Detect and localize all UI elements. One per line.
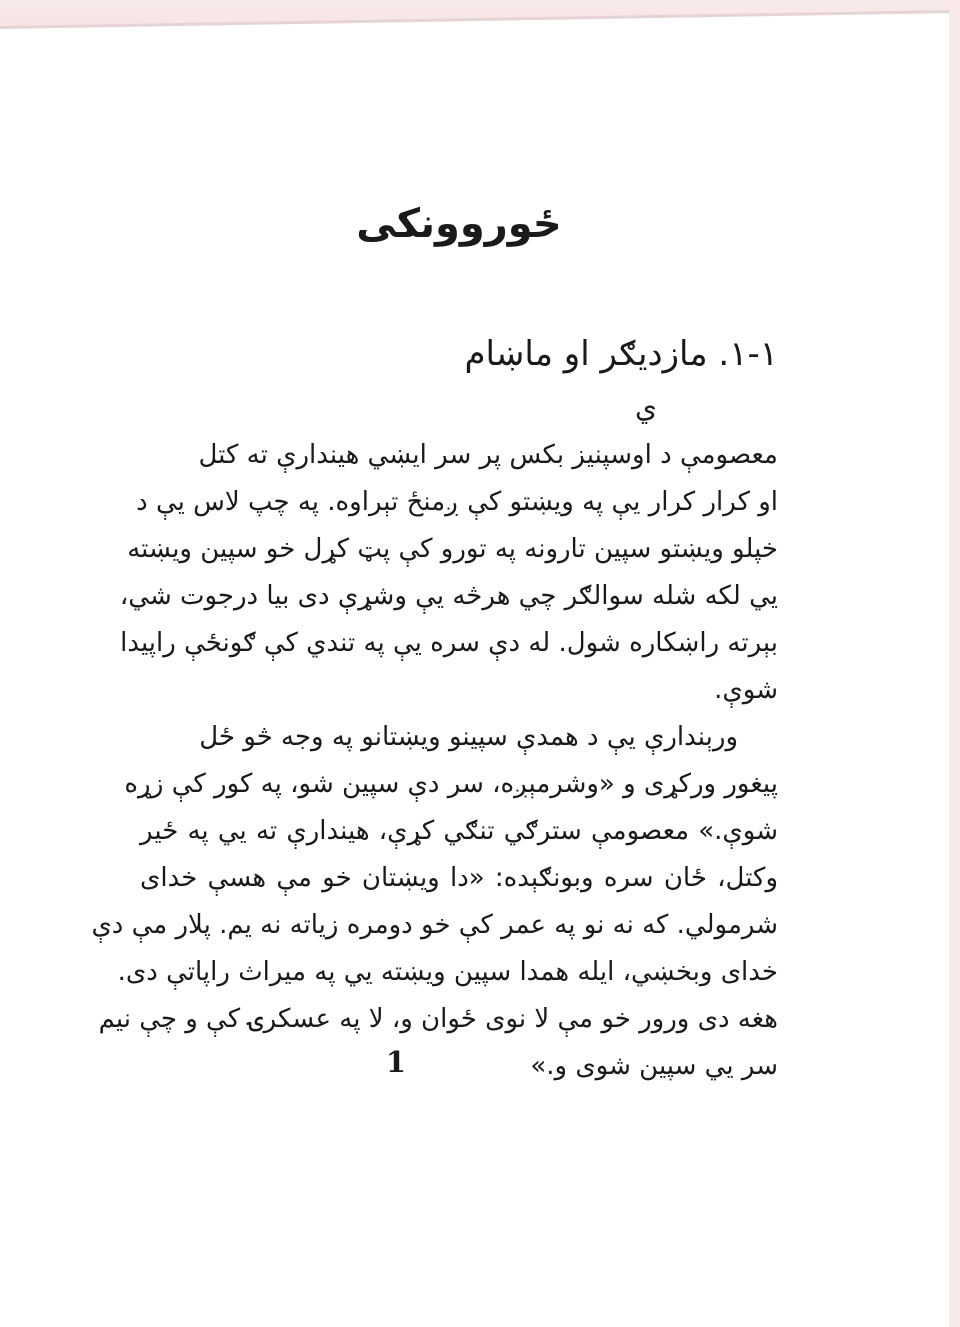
body-line: يي لكه شله سوالګر چي هرڅه يې وشړې دى بيا درجوت شي، — [119, 581, 778, 611]
body-line: شوې. — [714, 675, 778, 705]
body-line: معصومې د اوسپنيز بكس پر سر ايښي هيندارې ته كتل — [198, 440, 778, 470]
body-line: هغه دى ورور خو مې لا نوى ځوان و، لا په عسكرۍ كې و چې نيم — [98, 1004, 778, 1034]
body-line: بېرته راښكاره شول. له دې سره يې په تندي كې ګونځې راپيدا — [120, 628, 778, 658]
body-line: خپلو ويښتو سپين تارونه په تورو كې پټ كړل خو سپين ويښته — [127, 534, 778, 564]
body-line: او كرار كرار يې په ويښتو كې ږمنځ تېراوه. په چپ لاس يې د — [136, 487, 778, 517]
body-line: وكتل، ځان سره وبونګېده: «دا ويښتان خو مې هسې خداى — [140, 863, 778, 893]
section-heading-subline: ي — [635, 391, 657, 424]
section-heading: ۱-۱. مازديګر او ماښام — [464, 334, 778, 374]
body-line: شوې.» معصومې سترګي تنګي كړې، هيندارې ته يي په ځير — [140, 816, 778, 846]
body-text — [91, 432, 778, 1090]
body-line: شرمولي. كه نه نو په عمر كې خو دومره زياته نه يم. پلار مې دې — [91, 910, 778, 940]
body-line: ورېندارې يې د همدې سپينو ويښتانو په وجه څو ځل — [199, 722, 738, 752]
body-line: پيغور وركړى و «وشرمېږه، سر دې سپين شو، په كور كې زړه — [124, 769, 778, 799]
scan-background-right-strip — [949, 0, 960, 1327]
chapter-title: ځوروونكی — [356, 201, 562, 247]
body-line: سر يي سپين شوى و.» — [530, 1051, 778, 1081]
body-line: خداى وبخښي، ايله همدا سپين ويښته يي په ميراث راپاتې دى. — [117, 957, 778, 987]
page-number: 1 — [385, 1045, 407, 1079]
